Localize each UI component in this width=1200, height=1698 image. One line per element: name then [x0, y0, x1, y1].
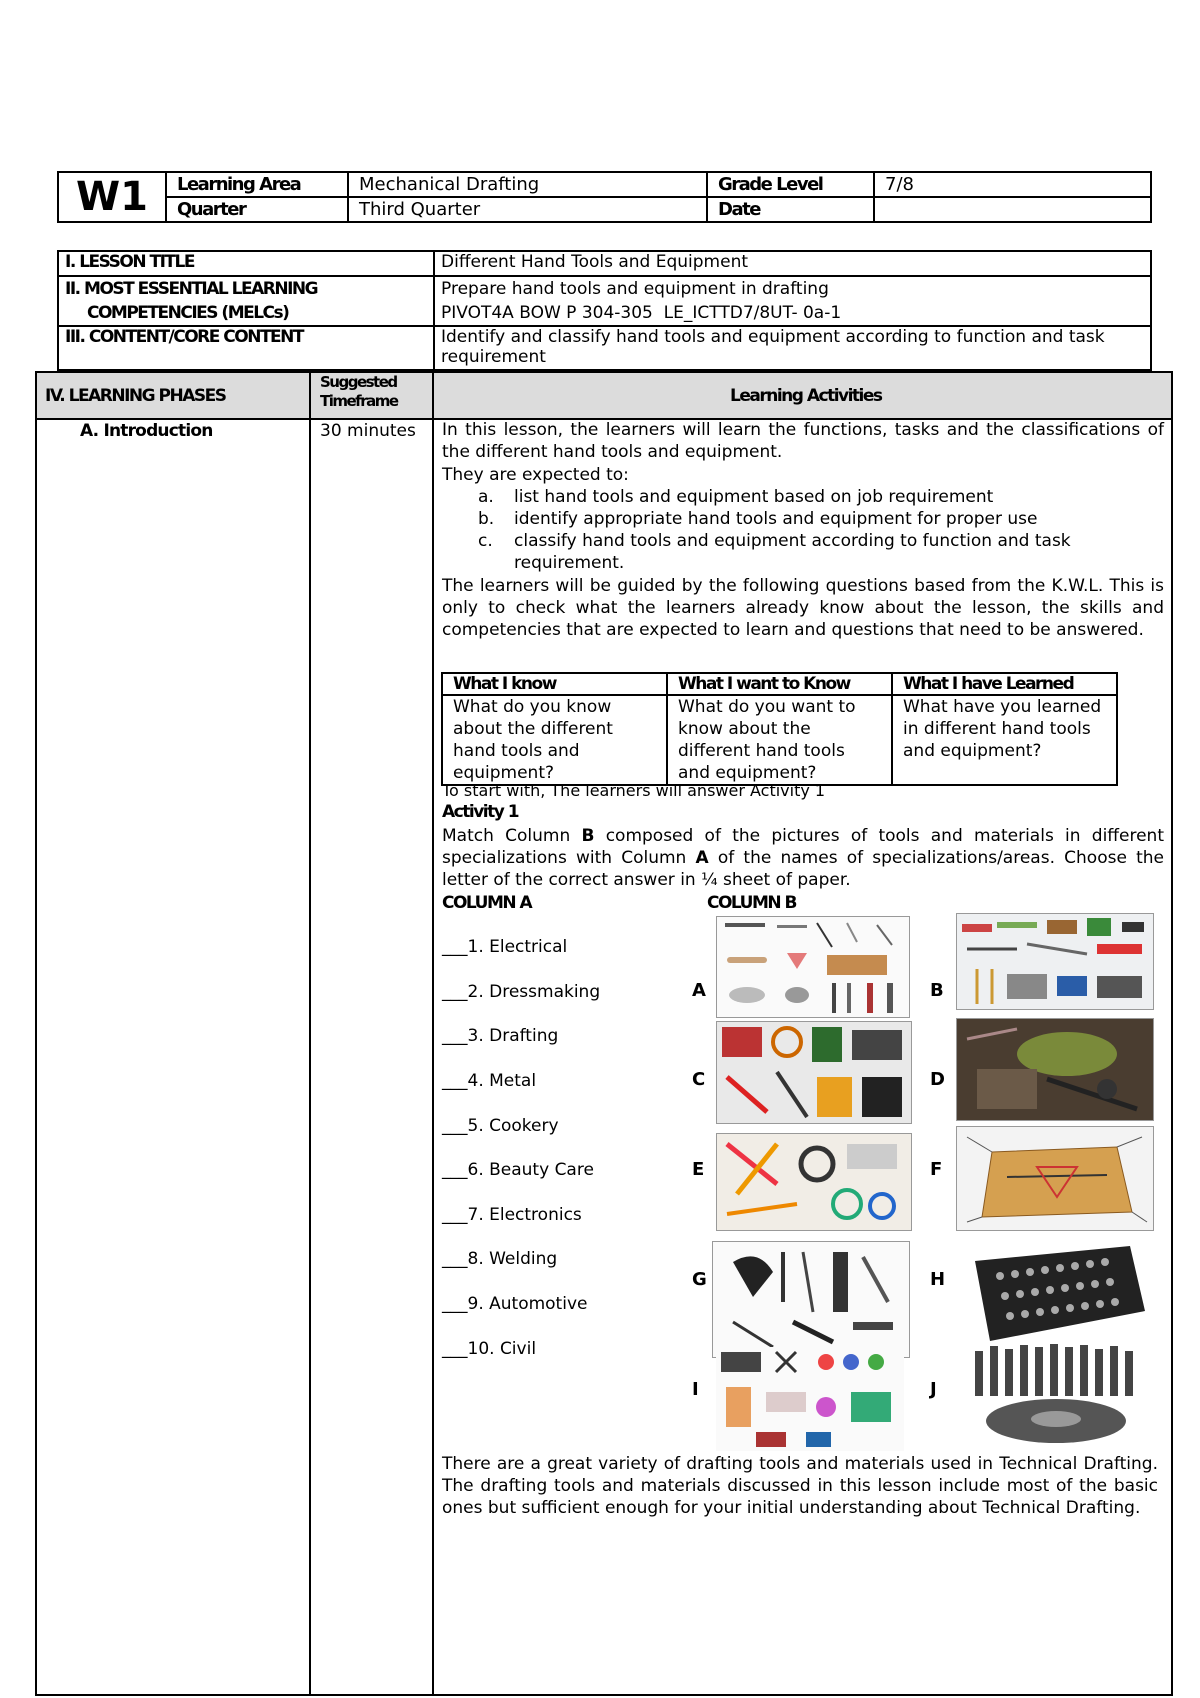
quarter-label: Quarter: [166, 197, 348, 222]
letter-j: J: [930, 1379, 937, 1400]
column-a-item: ___8. Welding: [442, 1249, 558, 1269]
kwl-header-know: What I know: [442, 673, 667, 695]
metal-tools-image: [956, 913, 1154, 1010]
electrical-tools-image: [716, 1133, 912, 1231]
melc-value-line-2: PIVOT4A BOW P 304-305 LE_ICTTD7/8UT- 0a-1: [441, 303, 842, 323]
melc-label-line-1: II. MOST ESSENTIAL LEARNING: [65, 279, 318, 299]
list-item-b: identify appropriate hand tools and equipment for proper use: [514, 509, 1038, 529]
col2-header-line-2: Timeframe: [320, 392, 398, 410]
letter-i: I: [692, 1379, 699, 1400]
drafting-tools-icon: [957, 1127, 1153, 1230]
learning-area-label: Learning Area: [166, 172, 348, 197]
electrical-tools-icon: [717, 1134, 911, 1230]
content-value: Identify and classify hand tools and equipment according to function and task requirement: [434, 326, 1151, 370]
list-marker-c: c.: [478, 531, 493, 551]
column-a-item: ___5. Cookery: [442, 1116, 559, 1136]
column-a-item: ___1. Electrical: [442, 937, 568, 957]
letter-e: E: [692, 1159, 705, 1180]
melc-value: [434, 276, 1151, 326]
kwl-intro-paragraph: The learners will be guided by the following questions based from the K.W.L. This is only to check what the learners already know about the lesson, the skills and competencies that are expected to learn and questions that need to be answered.: [442, 576, 1164, 640]
column-a-item: ___7. Electronics: [442, 1205, 582, 1225]
letter-d: D: [930, 1069, 945, 1090]
grade-level-value: 7/8: [874, 172, 1151, 197]
letter-c: C: [692, 1069, 706, 1090]
kwl-cell-know: What do you know about the different hand tools and equipment?: [442, 695, 667, 785]
column-a-item: ___2. Dressmaking: [442, 982, 601, 1002]
electronics-tools-icon: [717, 1022, 911, 1123]
letter-h: H: [930, 1269, 946, 1290]
kwl-cell-want: What do you want to know about the different hand tools and equipment?: [667, 695, 892, 785]
instr-col-b: B: [581, 826, 595, 846]
instr-part-3: of the names of specializations/areas. Choose the letter of the correct answer in ¼ sheet of paper.: [442, 848, 1164, 890]
phase-name: A. Introduction: [80, 421, 213, 441]
column-a-item: ___3. Drafting: [442, 1026, 559, 1046]
beauty-care-tools-image: [712, 1241, 910, 1358]
instr-col-a: A: [695, 848, 709, 868]
expected-label: They are expected to:: [442, 465, 629, 485]
column-a-item: ___9. Automotive: [442, 1294, 588, 1314]
instr-part-1: Match Column: [442, 826, 582, 846]
dressmaking-tools-icon: [716, 1347, 904, 1451]
column-a-item: ___4. Metal: [442, 1071, 537, 1091]
header-table: [57, 171, 1152, 223]
melc-label-line-2: COMPETENCIES (MELCs): [87, 303, 289, 323]
column-divider-2: [432, 373, 434, 1694]
lesson-title-label: I. LESSON TITLE: [58, 251, 434, 276]
automotive-tools-icon: [960, 1241, 1148, 1344]
column-a-item: ___6. Beauty Care: [442, 1160, 594, 1180]
phase-timeframe: 30 minutes: [320, 421, 416, 441]
content-label: III. CONTENT/CORE CONTENT: [58, 326, 434, 370]
civil-tools-image: [960, 1341, 1152, 1451]
date-label: Date: [707, 197, 874, 222]
letter-g: G: [692, 1269, 707, 1290]
closing-paragraph: There are a great variety of drafting tools and materials used in Technical Drafting. The drafting tools and materials discussed in this lesson include most of the basic ones but sufficient enough for your initial understanding about Technical Drafting.: [442, 1454, 1158, 1518]
list-item-a: list hand tools and equipment based on job requirement: [514, 487, 994, 507]
list-item-c: classify hand tools and equipment according to function and task requirement.: [514, 531, 1071, 573]
dressmaking-tools-image: [716, 1347, 904, 1451]
phases-col2-header: [320, 373, 398, 411]
list-marker-a: a.: [478, 487, 494, 507]
column-a-label: COLUMN A: [442, 893, 532, 913]
date-value: [874, 197, 1151, 222]
intro-paragraph: In this lesson, the learners will learn the functions, tasks and the classifications of the different hand tools and equipment.: [442, 420, 1164, 462]
list-marker-b: b.: [478, 509, 495, 529]
column-divider-1: [309, 373, 311, 1694]
lesson-title-value: Different Hand Tools and Equipment: [434, 251, 1151, 276]
activity-instructions: [442, 825, 1164, 891]
civil-tools-icon: [960, 1341, 1152, 1451]
cookery-tools-icon: [717, 917, 909, 1017]
beauty-care-tools-icon: [713, 1242, 909, 1357]
kwl-cell-learned: What have you learned in different hand tools and equipment?: [892, 695, 1117, 785]
electronics-tools-image: [716, 1021, 912, 1124]
cookery-tools-image: [716, 916, 910, 1018]
kwl-header-want: What I want to Know: [667, 673, 892, 695]
letter-f: F: [930, 1159, 943, 1180]
kwl-table: [441, 672, 1118, 786]
melc-value-line-1: Prepare hand tools and equipment in drafting: [441, 279, 829, 299]
welding-tools-icon: [957, 1019, 1153, 1120]
letter-a: A: [692, 980, 706, 1001]
instr-part-2: composed of the pictures of tools and materials in different specializations with Column: [442, 826, 1164, 868]
letter-b: B: [930, 980, 944, 1001]
week-label: W1: [58, 172, 166, 222]
start-text: To start with, The learners will answer Activity 1: [442, 781, 826, 800]
phases-col1-header: IV. LEARNING PHASES: [45, 386, 226, 406]
phases-col3-header: Learning Activities: [730, 386, 882, 406]
metal-tools-icon: [957, 914, 1153, 1009]
quarter-value: Third Quarter: [348, 197, 707, 222]
lesson-info-table: [57, 250, 1152, 371]
column-a-item: ___10. Civil: [442, 1339, 537, 1359]
kwl-header-learned: What I have Learned: [892, 673, 1117, 695]
automotive-tools-image: [960, 1241, 1148, 1344]
column-b-label: COLUMN B: [707, 893, 796, 913]
col2-header-line-1: Suggested: [320, 373, 397, 391]
learning-area-value: Mechanical Drafting: [348, 172, 707, 197]
grade-level-label: Grade Level: [707, 172, 874, 197]
drafting-tools-image: [956, 1126, 1154, 1231]
welding-tools-image: [956, 1018, 1154, 1121]
activity-title: Activity 1: [442, 802, 519, 822]
melc-label: [58, 276, 434, 326]
